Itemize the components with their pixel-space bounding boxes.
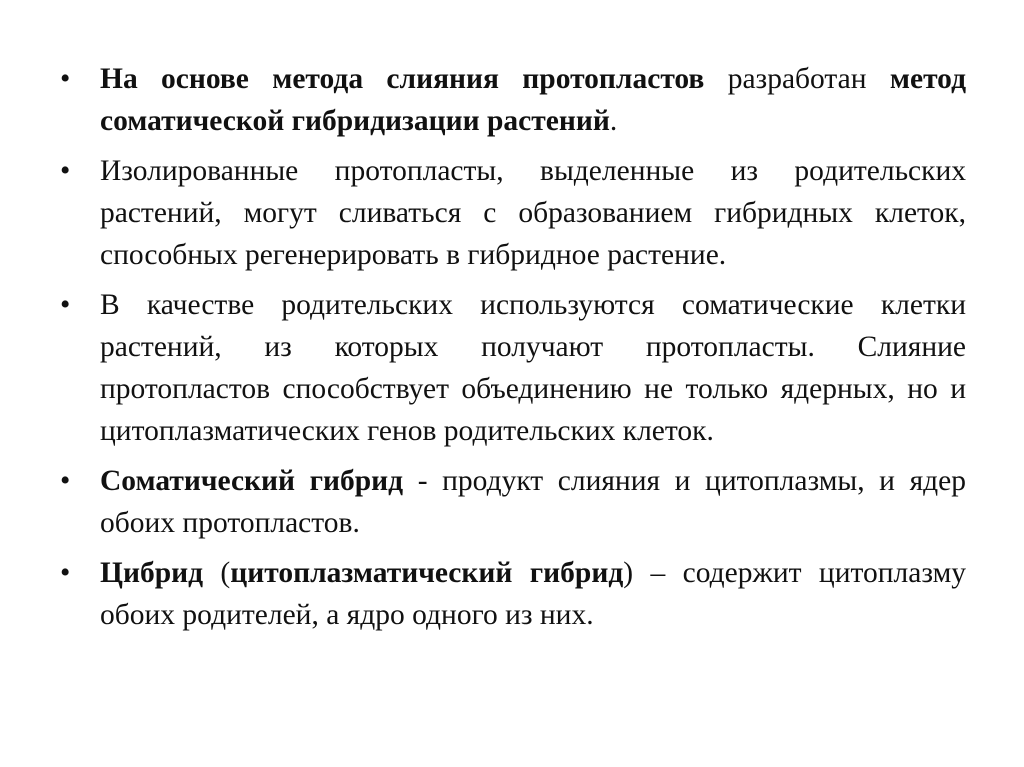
bullet-item-protoplast-fusion <box>60 58 966 142</box>
bullet-item-parental-cells <box>60 284 966 452</box>
bullet-text: цитоплазматический гибрид <box>230 557 624 589</box>
bullet-list <box>60 58 966 644</box>
bullet-icon: • <box>60 557 71 589</box>
bullet-text: На основе метода слияния протопластов <box>100 63 705 95</box>
bullet-text: Соматический гибрид <box>100 465 404 497</box>
bullet-text: метод соматической гибридизации растений <box>100 63 966 137</box>
bullet-text: ) – содержит цитоплазму обоих родителей, а ядро одного из них. <box>100 557 966 631</box>
bullet-text: . <box>609 105 618 137</box>
bullet-item-cybrid <box>60 552 966 636</box>
bullet-text: Изолированные протопласты, выделенные из родительских растений, могут сливаться с образованием гибридных клеток, способных регенерировать в гибридное растение. <box>100 155 966 271</box>
bullet-icon: • <box>60 465 71 497</box>
bullet-text: В качестве родительских используются соматические клетки растений, из которых получают протопласты. Слияние протопластов способствует объединению не только ядерных, но и цитоплазматических генов родительских клеток. <box>100 289 966 447</box>
bullet-icon: • <box>60 289 71 321</box>
bullet-text: - продукт слияния и цитоплазмы, и ядер обоих протопластов. <box>100 465 966 539</box>
bullet-item-isolated-protoplasts <box>60 150 966 276</box>
bullet-text: Цибрид <box>100 557 204 589</box>
bullet-text: разработан <box>704 63 890 95</box>
bullet-item-somatic-hybrid <box>60 460 966 544</box>
bullet-text: ( <box>203 557 231 589</box>
bullet-icon: • <box>60 63 71 95</box>
bullet-icon: • <box>60 155 71 187</box>
